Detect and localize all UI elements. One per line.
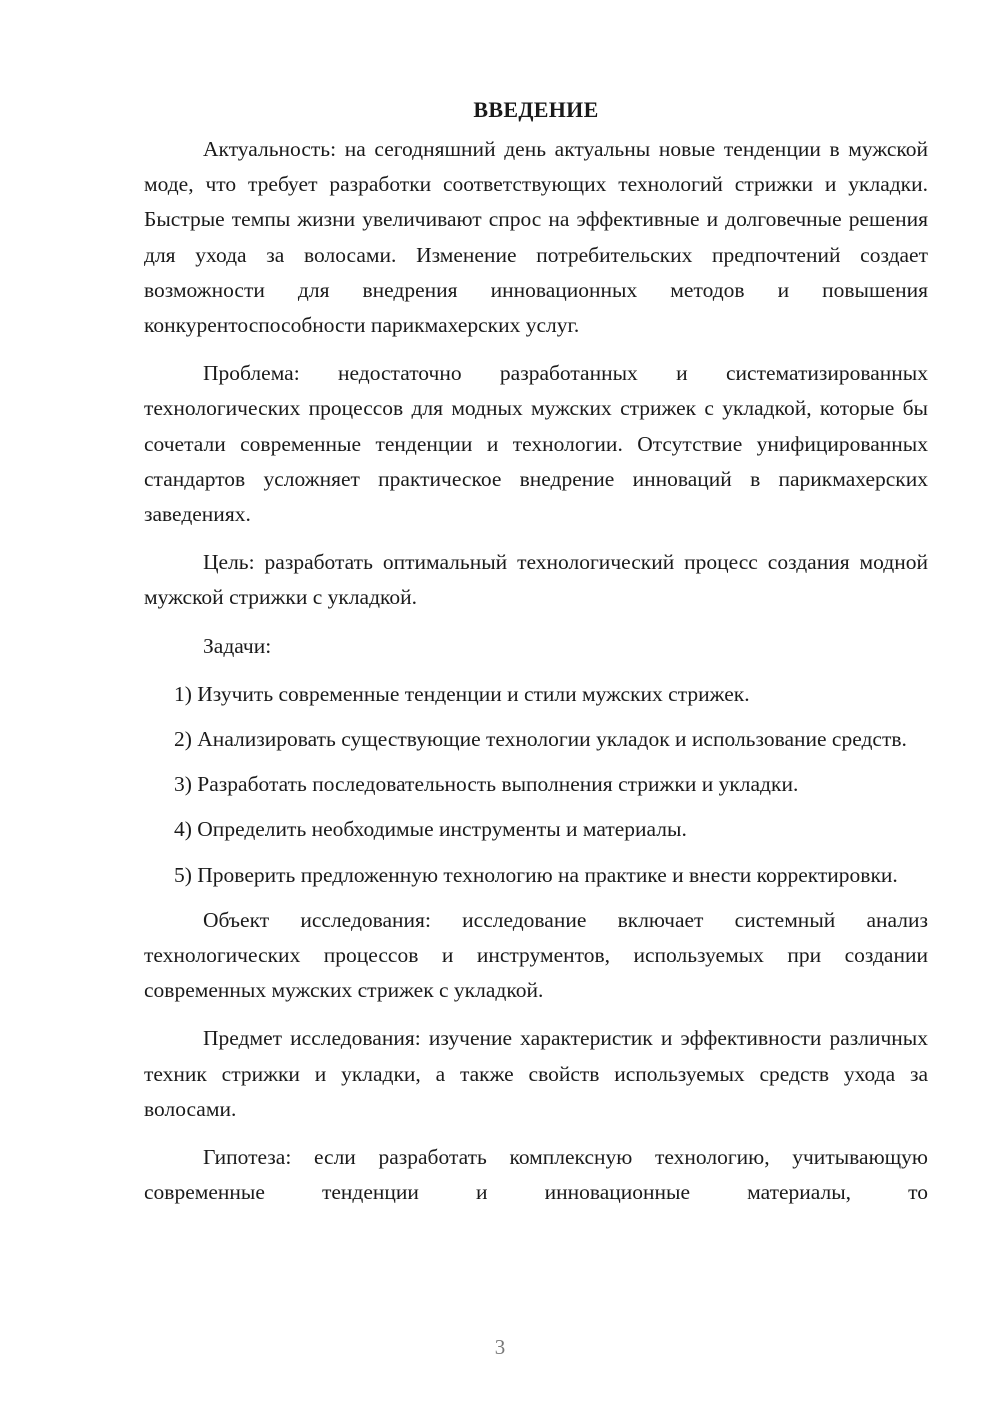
goal-paragraph: Цель: разработать оптимальный технологический процесс создания модной мужской стрижки с укладкой.: [144, 550, 928, 610]
tasks-heading: Задачи:: [203, 633, 272, 658]
task-item-3: 3) Разработать последовательность выполнения стрижки и укладки.: [174, 772, 799, 797]
object-paragraph: Объект исследования: исследование включает системный анализ технологических процессов и инструментов, используемых при создании современных мужских стрижек с укладкой.: [144, 907, 928, 1003]
task-item-4: 4) Определить необходимые инструменты и материалы.: [174, 817, 687, 842]
task-item-2: 2) Анализировать существующие технологии укладок и использование средств.: [174, 727, 907, 752]
page-title: ВВЕДЕНИЕ: [473, 97, 599, 122]
problem-paragraph: Проблема: недостаточно разработанных и систематизированных технологических процессов для модных мужских стрижек с укладкой, которые бы сочетали современные тенденции и технологии. Отсутствие унифицированных стандартов усложняет практическое внедрение инноваций в парикмахерских заведениях.: [144, 361, 928, 527]
subject-paragraph: Предмет исследования: изучение характеристик и эффективности различных техник стрижки и укладки, а также свойств используемых средств ухода за волосами.: [144, 1026, 928, 1121]
hypothesis-paragraph: Гипотеза: если разработать комплексную технологию, учитывающую современные тенденции и инновационные материалы, то: [144, 1145, 928, 1205]
relevance-paragraph: Актуальность: на сегодняшний день актуальны новые тенденции в мужской моде, что требует разработки соответствующих технологий стрижки и укладки. Быстрые темпы жизни увеличивают спрос на эффективные и долговечные решения для ухода за волосами. Изменение потребительских предпочтений создает возможности для внедрения инновационных методов и повышения конкурентоспособности парикмахерских услуг.: [144, 137, 928, 338]
document-page: [144, 92, 928, 1223]
task-item-5: 5) Проверить предложенную технологию на практике и внести корректировки.: [174, 862, 898, 887]
task-item-1: 1) Изучить современные тенденции и стили мужских стрижек.: [174, 681, 750, 706]
page-number: 3: [494, 1335, 506, 1359]
